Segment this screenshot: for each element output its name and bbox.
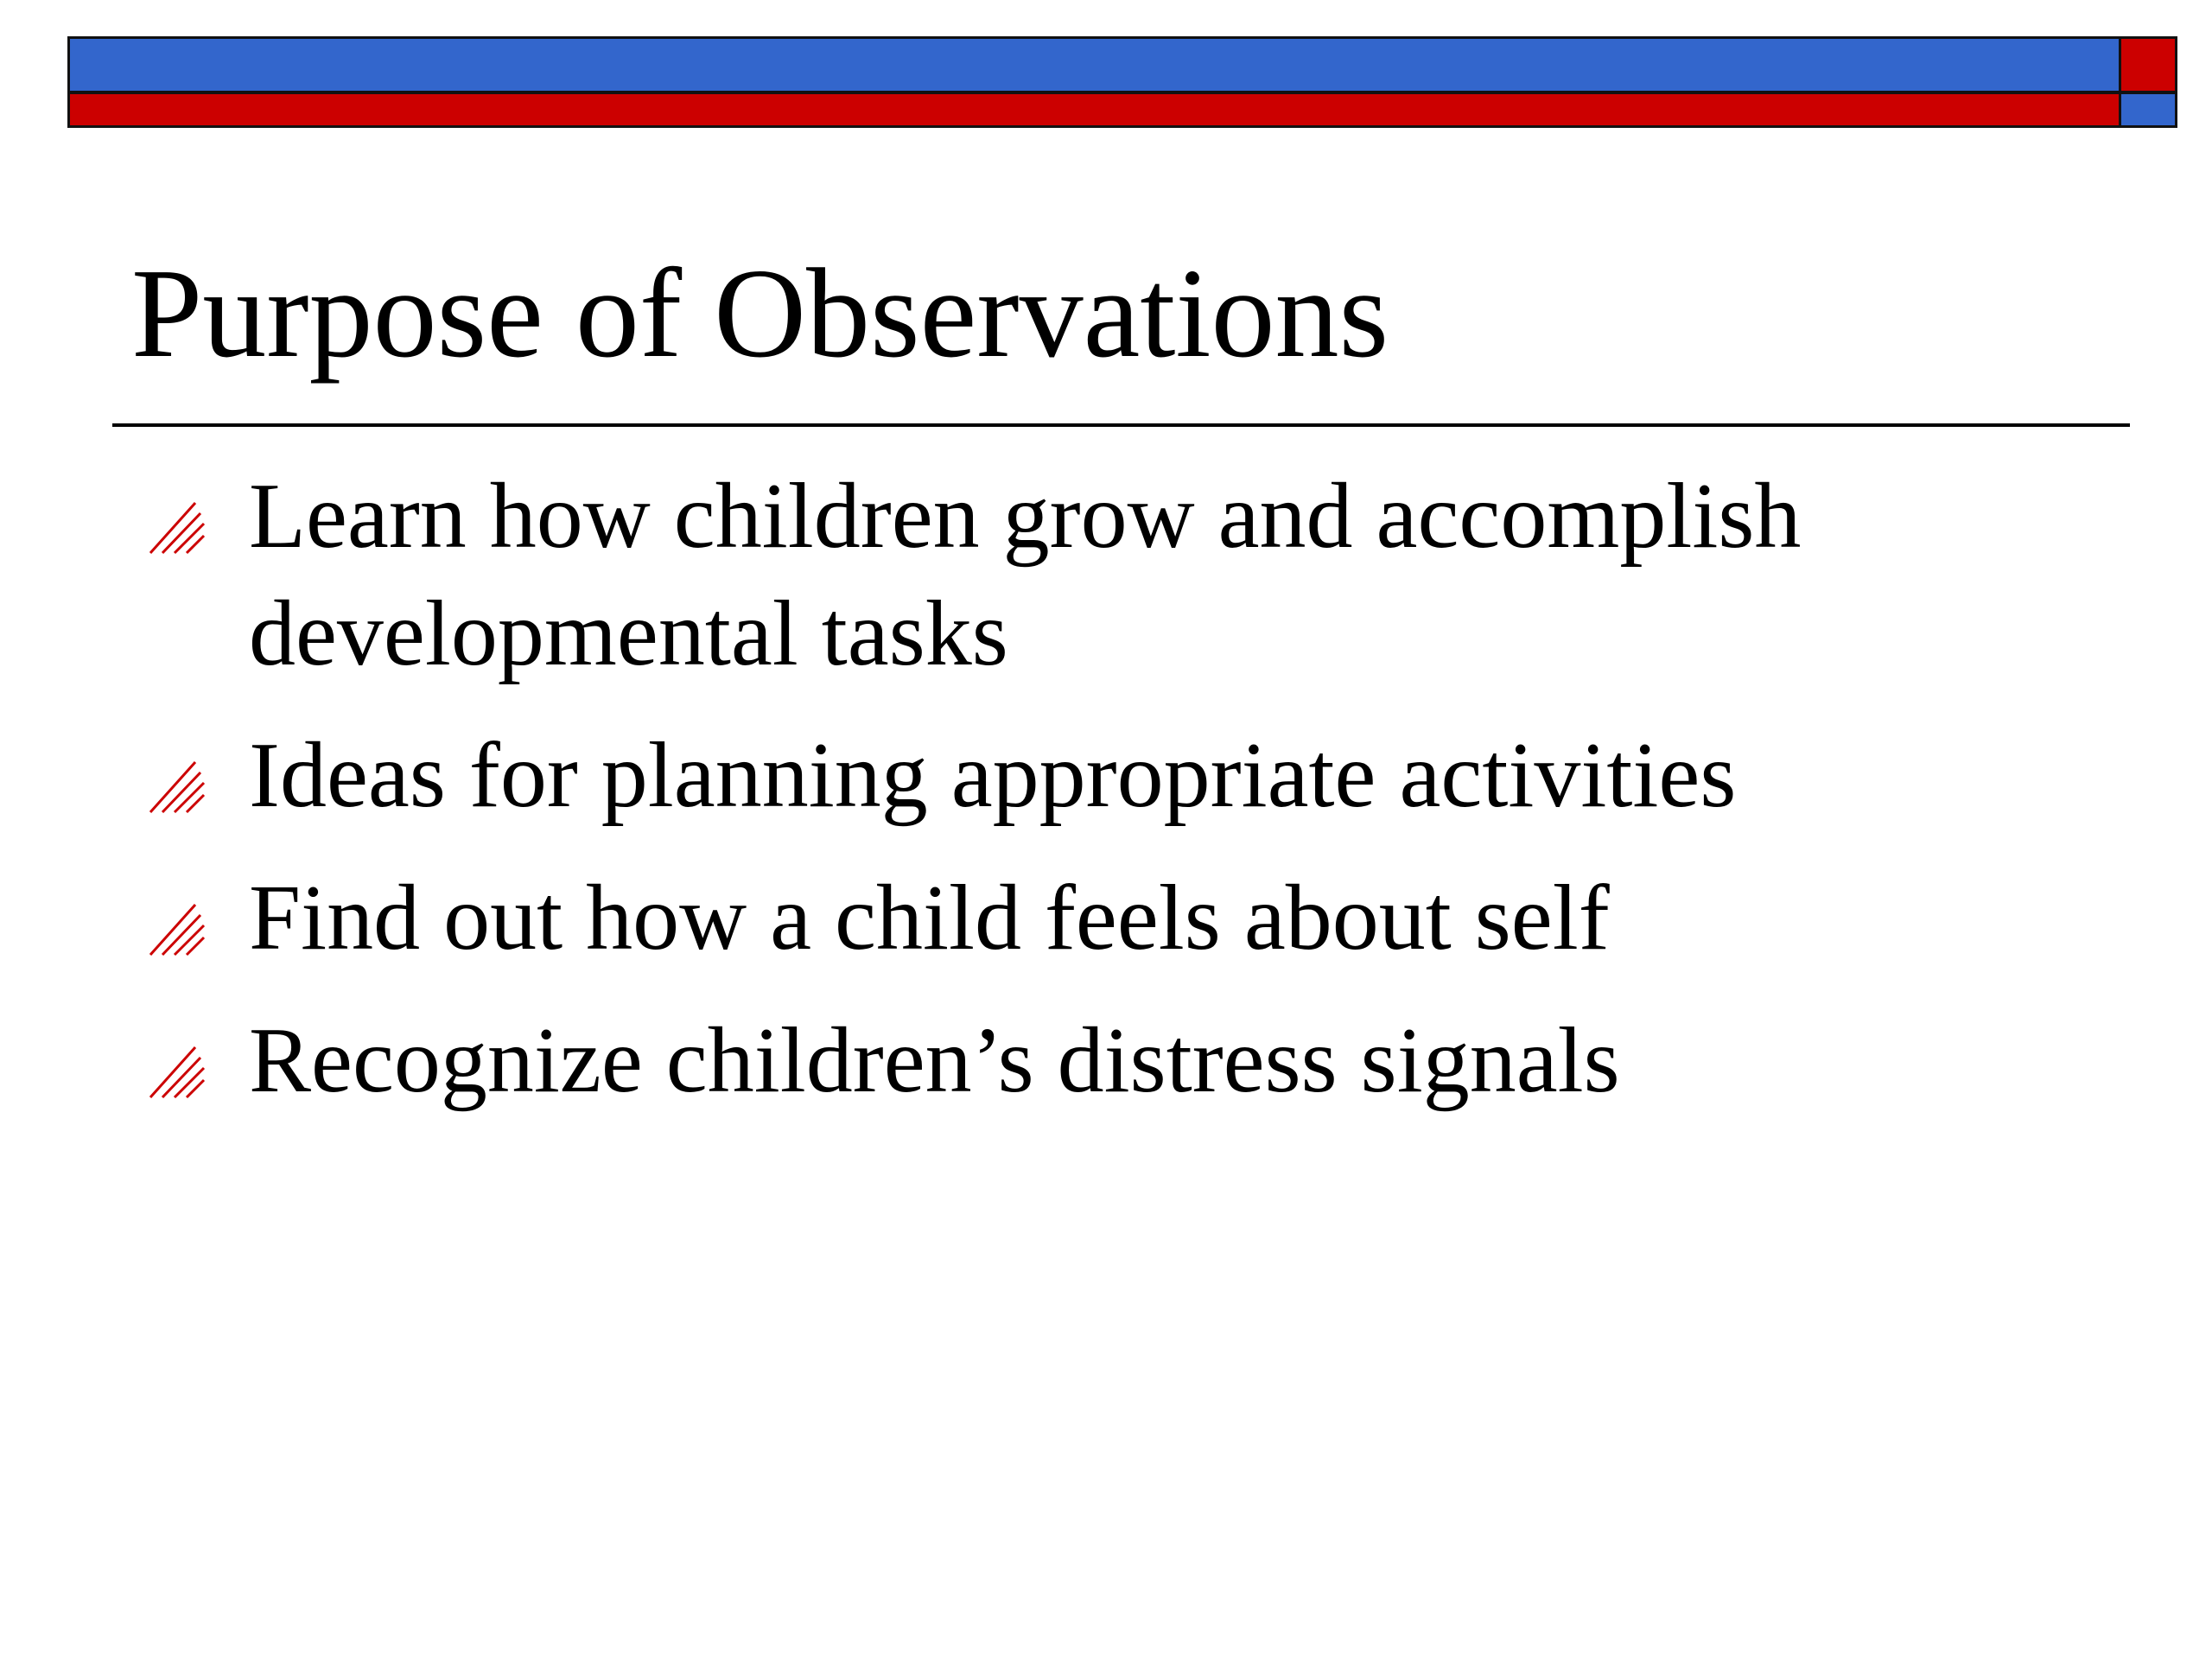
bullet-text: Find out how a child feels about self (249, 867, 1610, 969)
bullet-text: Recognize children’s distress signals (249, 1009, 1620, 1112)
bullet-text: Learn how children grow and accomplish developmental tasks (249, 465, 1802, 685)
slide-title: Purpose of Observations (131, 243, 1389, 385)
bullet-text: Ideas for planning appropriate activities (249, 724, 1737, 827)
header-corner-blue (2119, 92, 2177, 128)
hatch-bullet-icon (147, 898, 207, 958)
header-band-blue (67, 36, 2121, 93)
hatch-bullet-icon (147, 1040, 207, 1101)
hatch-bullet-icon (147, 755, 207, 816)
title-underline (112, 423, 2130, 427)
header-band-red (67, 92, 2121, 128)
hatch-bullet-icon (147, 496, 207, 556)
header-corner-red (2119, 36, 2177, 93)
